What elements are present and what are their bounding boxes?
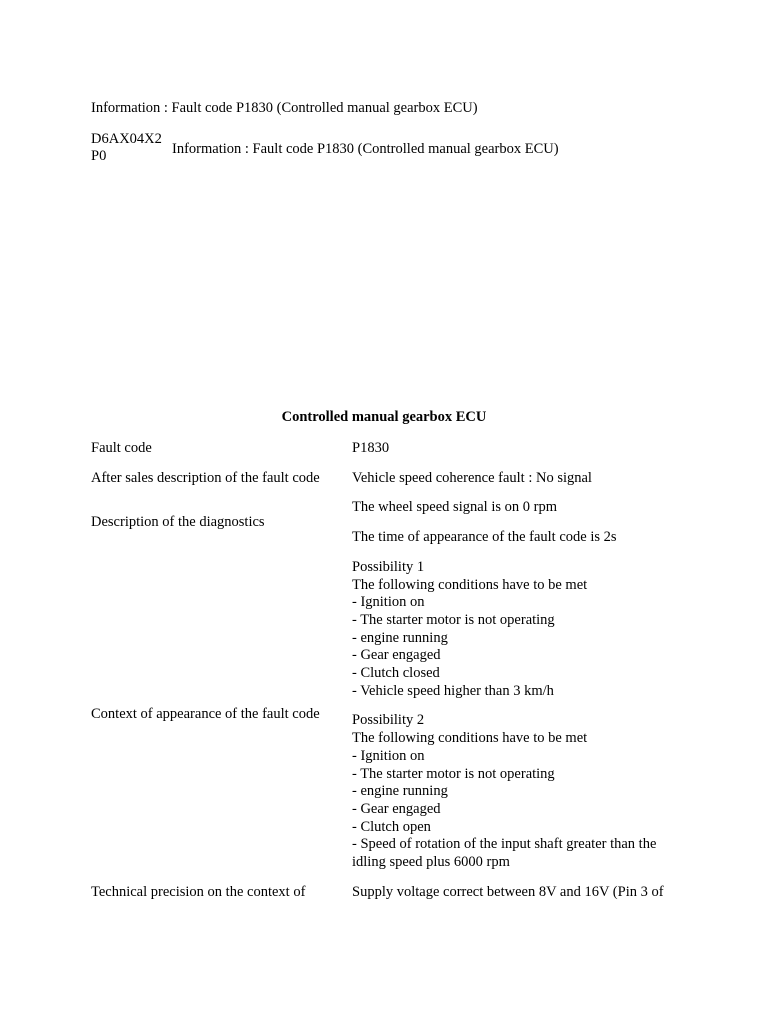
possibility-2-line: - engine running [352,783,448,800]
context-label: Context of appearance of the fault code [91,706,320,723]
after-sales-label: After sales description of the fault code [91,469,320,486]
diagnostics-line: The time of appearance of the fault code is 2s [352,529,617,546]
possibility-2-line: - Ignition on [352,747,425,764]
possibility-2-line: - The starter motor is not operating [352,765,555,782]
table-row-diagnostics [91,499,691,558]
possibility-1 [352,559,691,701]
possibility-1-line: The following conditions have to be met [352,576,588,593]
reference-block [91,131,559,165]
fault-code-label: Fault code [91,440,152,456]
technical-value: Supply voltage correct between 8V and 16V (Pin 3 of [352,883,664,900]
possibility-2-line: Possibility 2 [352,712,425,729]
possibility-2 [352,712,691,871]
possibility-1-line: - Clutch closed [352,665,440,682]
table-row-fault-code [91,440,691,470]
table-row-context [91,559,691,884]
possibility-1-line: - Gear engaged [352,647,441,664]
possibility-1-line: - Ignition on [352,594,425,611]
technical-label: Technical precision on the context of [91,883,306,900]
possibility-1-line: - engine running [352,629,448,646]
possibility-2-line: The following conditions have to be met [352,730,588,747]
possibility-1-line: Possibility 1 [352,558,425,575]
after-sales-value: Vehicle speed coherence fault : No signal [352,469,592,486]
reference-code: D6AX04X2 P0 [91,131,162,164]
diagnostics-value [352,499,691,558]
diagnostics-label: Description of the diagnostics [91,514,265,531]
possibility-2-line: - Gear engaged [352,800,441,817]
table-row-after-sales [91,470,691,500]
possibility-2-line: - Speed of rotation of the input shaft greater than the [352,836,657,853]
possibility-2-line: idling speed plus 6000 rpm [352,854,510,871]
possibility-1-line: - Vehicle speed higher than 3 km/h [352,682,554,699]
table-row-technical [91,884,691,902]
possibility-2-line: - Clutch open [352,818,431,835]
diagnostics-line: The wheel speed signal is on 0 rpm [352,499,557,516]
fault-code-value: P1830 [352,440,390,456]
possibility-1-line: - The starter motor is not operating [352,611,555,628]
fault-table [91,440,691,901]
context-value [352,559,691,884]
reference-title: Information : Fault code P1830 (Controlled manual gearbox ECU) [172,141,559,157]
section-title: Controlled manual gearbox ECU [281,409,487,425]
info-heading: Information : Fault code P1830 (Controlled manual gearbox ECU) [91,100,478,116]
